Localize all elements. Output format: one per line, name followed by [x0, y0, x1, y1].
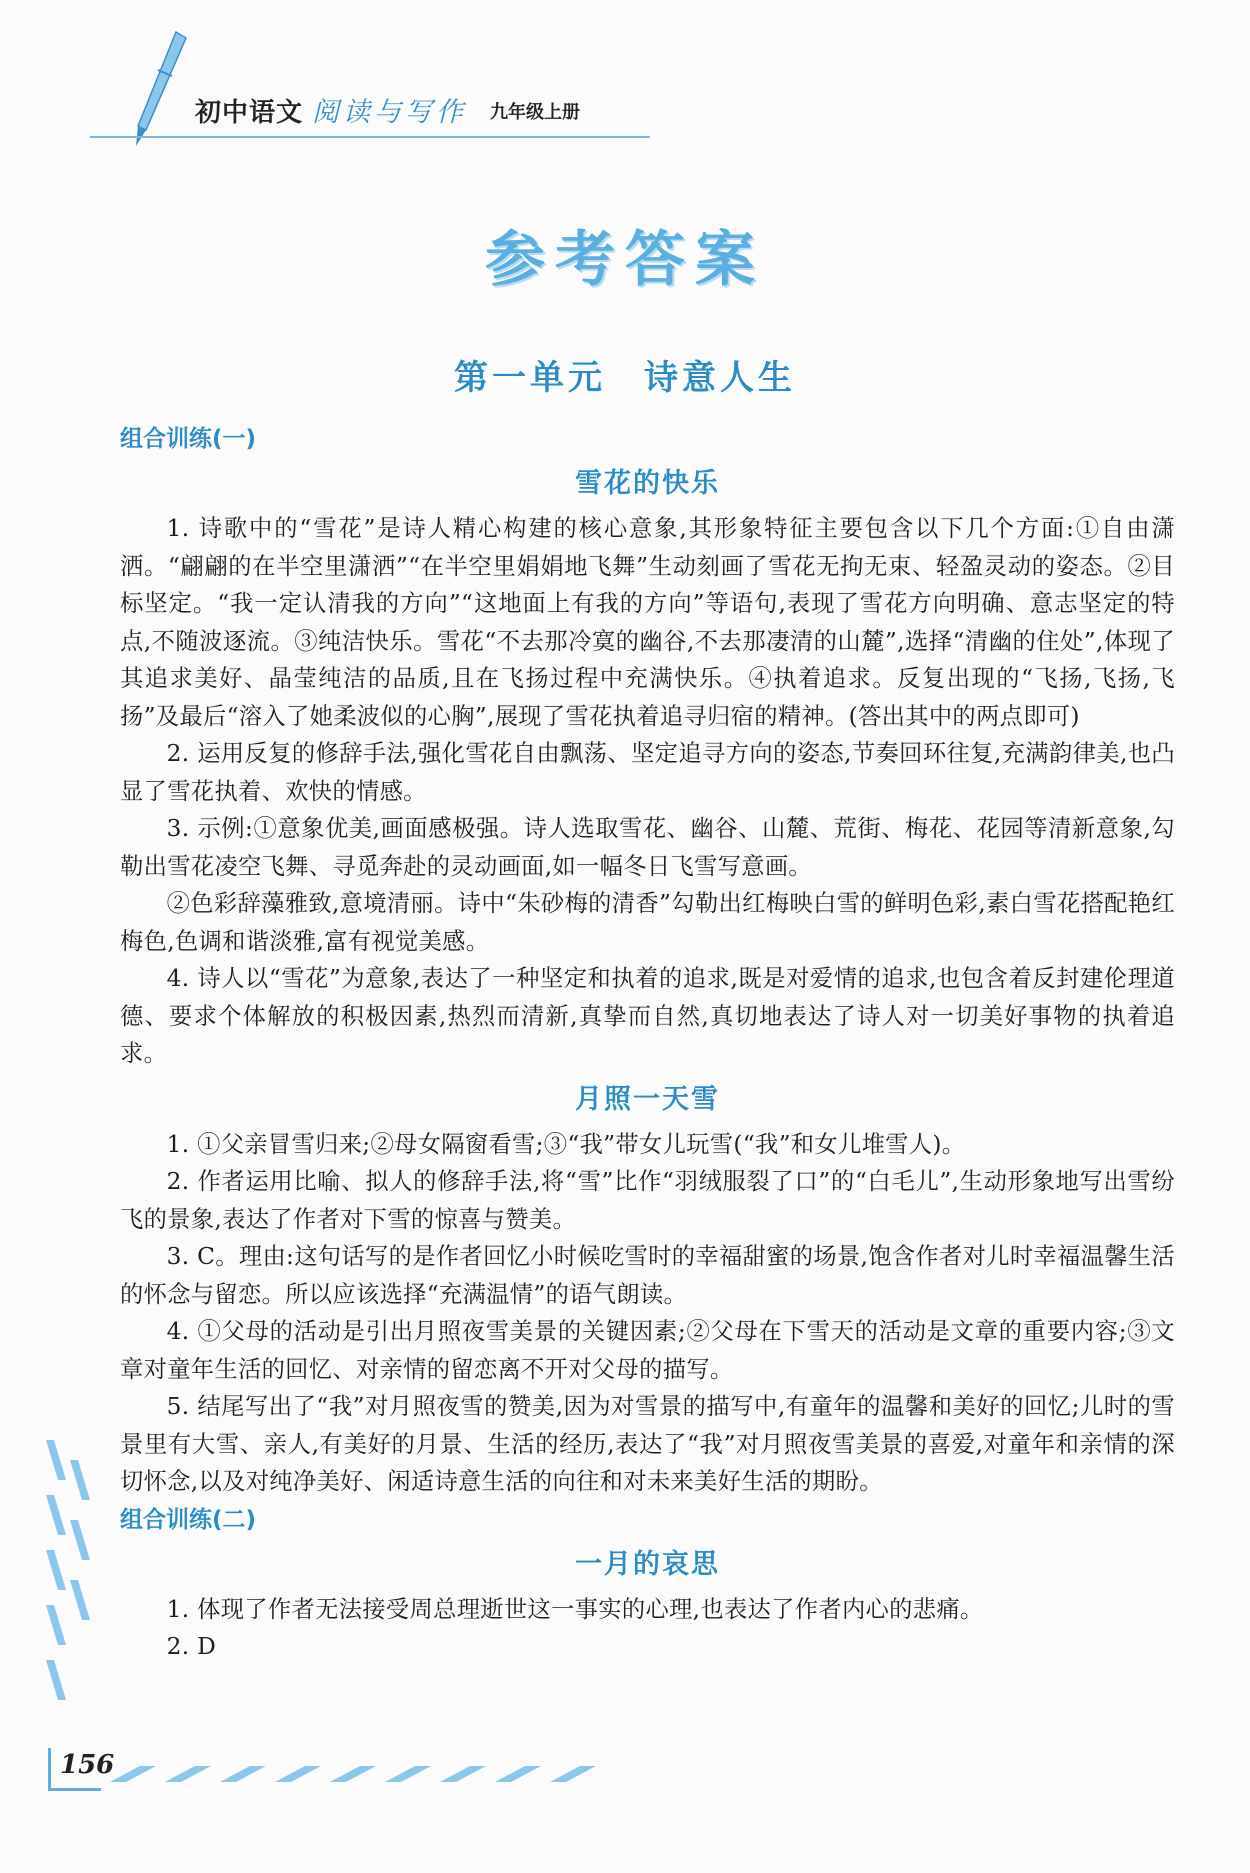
decorative-dashes-icon	[110, 1762, 630, 1792]
answer-paragraph: 1. 诗歌中的“雪花”是诗人精心构建的核心意象,其形象特征主要包含以下几个方面:①自由潇洒。“翩翩的在半空里潇洒”“在半空里娟娟地飞舞”生动刻画了雪花无拘无束、轻盈灵动的姿态。②目标坚定。“我一定认清我的方向”“这地面上有我的方向”等语句,表现了雪花方向明确、意志坚定的特点,不随波逐流。③纯洁快乐。雪花“不去那冷寞的幽谷,不去那凄清的山麓”,选择“清幽的住处”,体现了其追求美好、晶莹纯洁的品质,且在飞扬过程中充满快乐。④执着追求。反复出现的“飞扬,飞扬,飞扬”及最后“溶入了她柔波似的心胸”,展现了雪花执着追寻归宿的精神。(答出其中的两点即可)	[120, 515, 1175, 730]
section-group-2	[120, 1501, 1175, 1666]
header-subtitle: 阅读与写作	[312, 97, 467, 128]
page-title: 参考答案	[485, 225, 765, 295]
section-group-1	[120, 420, 1175, 1501]
decorative-wave-icon	[40, 1440, 100, 1770]
group-heading: 组合训练(一)	[120, 426, 257, 452]
answer-paragraph: 2. 运用反复的修辞手法,强化雪花自由飘荡、坚定追寻方向的姿态,节奏回环往复,充满韵律美,也凸显了雪花执着、欢快的情感。	[120, 740, 1175, 805]
article-title: 一月的哀思	[575, 1548, 720, 1580]
pen-icon	[128, 30, 188, 150]
group-heading: 组合训练(二)	[120, 1506, 257, 1533]
answer-content	[120, 420, 1175, 1666]
answer-paragraph: 2. 作者运用比喻、拟人的修辞手法,将“雪”比作“羽绒服裂了口”的“白毛儿”,生动形象地写出雪纷飞的景象,表达了作者对下雪的惊喜与赞美。	[120, 1168, 1175, 1233]
article	[120, 461, 1175, 1073]
answer-paragraph: 4. 诗人以“雪花”为意象,表达了一种坚定和执着的追求,既是对爱情的追求,也包含着反封建伦理道德、要求个体解放的积极因素,热烈而清新,真挚而自然,真切地表达了诗人对一切美好事物的执着追求。	[120, 965, 1175, 1067]
answer-paragraph: 4. ①父母的活动是引出月照夜雪美景的关键因素;②父母在下雪天的活动是文章的重要内容;③文章对童年生活的回忆、对亲情的留恋离不开对父母的描写。	[120, 1318, 1175, 1383]
header-divider	[90, 136, 650, 138]
unit-title: 第一单元 诗意人生	[454, 358, 796, 398]
article-title: 雪花的快乐	[575, 468, 720, 499]
header-grade: 九年级上册	[490, 102, 580, 123]
article	[120, 1077, 1175, 1501]
header-title: 初中语文	[195, 98, 304, 128]
answer-paragraph: ②色彩辞藻雅致,意境清丽。诗中“朱砂梅的清香”勾勒出红梅映白雪的鲜明色彩,素白雪花搭配艳红梅色,色调和谐淡雅,富有视觉美感。	[120, 890, 1175, 955]
answer-paragraph: 5. 结尾写出了“我”对月照夜雪的赞美,因为对雪景的描写中,有童年的温馨和美好的回忆;儿时的雪景里有大雪、亲人,有美好的月景、生活的经历,表达了“我”对月照夜雪美景的喜爱,对童年和亲情的深切怀念,以及对纯净美好、闲适诗意生活的向往和对未来美好生活的期盼。	[120, 1393, 1175, 1495]
answer-paragraph: 1. ①父亲冒雪归来;②母女隔窗看雪;③“我”带女儿玩雪(“我”和女儿堆雪人)。	[166, 1130, 966, 1158]
page-number: 156	[60, 1750, 115, 1780]
article	[120, 1542, 1175, 1666]
answer-paragraph: 3. 示例:①意象优美,画面感极强。诗人选取雪花、幽谷、山麓、荒街、梅花、花园等清新意象,勾勒出雪花凌空飞舞、寻觅奔赴的灵动画面,如一幅冬日飞雪写意画。	[120, 815, 1175, 880]
answer-paragraph: 3. C。理由:这句话写的是作者回忆小时候吃雪时的幸福甜蜜的场景,饱含作者对儿时幸福温馨生活的怀念与留恋。所以应该选择“充满温情”的语气朗读。	[120, 1243, 1175, 1308]
answer-paragraph: 1. 体现了作者无法接受周总理逝世这一事实的心理,也表达了作者内心的悲痛。	[166, 1595, 984, 1623]
answer-paragraph: 2. D	[166, 1633, 217, 1660]
article-title: 月照一天雪	[575, 1083, 720, 1115]
page-header	[90, 30, 650, 140]
